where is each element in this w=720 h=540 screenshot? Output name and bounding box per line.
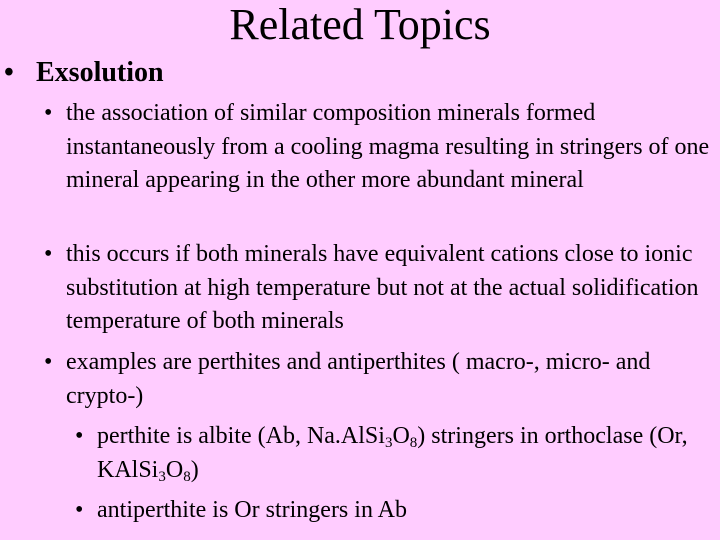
point-2-text: this occurs if both minerals have equivalent cations close to ionic substitution at high temperature but not at the actual solidification temperature of both minerals: [66, 241, 699, 334]
point-2: [44, 238, 712, 339]
bullet-icon: •: [44, 241, 53, 267]
point-1: [44, 97, 712, 198]
bullet-icon: •: [75, 497, 84, 523]
bullet-icon: •: [4, 57, 14, 88]
point-3-text: examples are perthites and antiperthites ( macro-, micro- and crypto-): [66, 349, 651, 409]
bullet-icon: •: [44, 349, 53, 375]
bullet-icon: •: [44, 100, 53, 126]
sub-point-perthite-text: perthite is albite (Ab, $Na.AlSi_3O_8$) stringers in orthoclase (Or, $KAlSi_3O_8$): [97, 423, 688, 485]
slide-title: Related Topics: [229, 0, 491, 49]
sub-point-perthite: [75, 420, 715, 487]
sub-point-antiperthite: [75, 494, 715, 528]
sub-point-antiperthite-text: antiperthite is Or stringers in Ab: [97, 497, 407, 523]
point-1-text: the association of similar composition minerals formed instantaneously from a cooling magma resulting in stringers of one mineral appearing in the other more abundant mineral: [66, 100, 710, 193]
bullet-icon: •: [75, 423, 84, 449]
heading-text: Exsolution: [36, 57, 164, 88]
point-3: [44, 346, 712, 413]
heading-bullet: [4, 56, 164, 90]
